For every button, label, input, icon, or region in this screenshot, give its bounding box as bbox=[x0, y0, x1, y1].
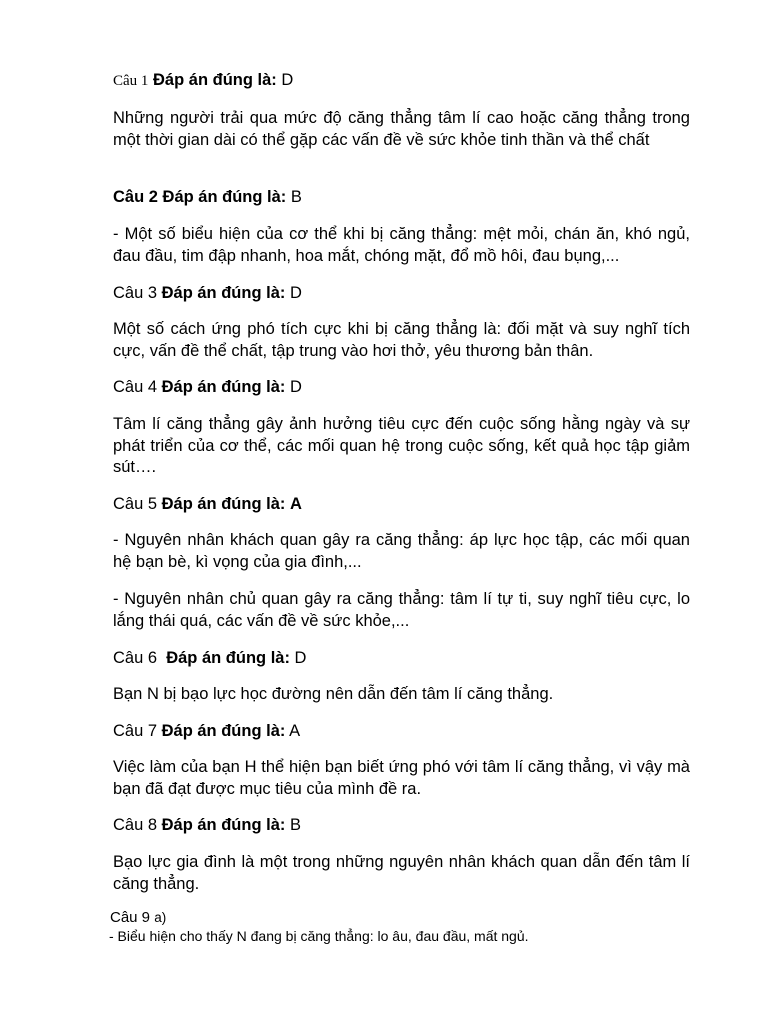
question-7-explanation: Việc làm của bạn H thể hiện bạn biết ứng phó với tâm lí căng thẳng, vì vậy mà bạn đã đạt được mục tiêu của mình đề ra. bbox=[113, 758, 690, 798]
question-8-heading: Câu 8 Đáp án đúng là: B bbox=[113, 816, 301, 834]
question-5-heading: Câu 5 Đáp án đúng là: A bbox=[113, 495, 302, 513]
question-6-explanation: Bạn N bị bạo lực học đường nên dẫn đến tâm lí căng thẳng. bbox=[113, 685, 554, 703]
question-7-heading: Câu 7 Đáp án đúng là: A bbox=[113, 722, 301, 740]
question-2-explanation: - Một số biểu hiện của cơ thể khi bị căng thẳng: mệt mỏi, chán ăn, khó ngủ, đau đầu, tim đập nhanh, hoa mắt, chóng mặt, đổ mồ hôi, đau bụng,... bbox=[113, 225, 690, 265]
question-8-explanation: Bạo lực gia đình là một trong những nguyên nhân khách quan dẫn đến tâm lí căng thẳng. bbox=[113, 853, 690, 893]
question-1-explanation: Những người trải qua mức độ căng thẳng tâm lí cao hoặc căng thẳng trong một thời gian dài có thể gặp các vấn đề về sức khỏe tinh thần và thể chất bbox=[113, 109, 690, 149]
question-3-explanation: Một số cách ứng phó tích cực khi bị căng thẳng là: đối mặt và suy nghĩ tích cực, vấn đề thể chất, tập trung vào hơi thở, yêu thương bản thân. bbox=[113, 320, 690, 360]
question-6-heading: Câu 6 Đáp án đúng là: D bbox=[113, 649, 307, 667]
question-3-heading: Câu 3 Đáp án đúng là: D bbox=[113, 284, 302, 302]
question-9-heading: Câu 9 a) bbox=[110, 909, 167, 926]
question-9-explanation: - Biểu hiện cho thấy N đang bị căng thẳng: lo âu, đau đầu, mất ngủ. bbox=[109, 928, 529, 944]
question-5-objective-causes: - Nguyên nhân khách quan gây ra căng thẳng: áp lực học tập, các mối quan hệ bạn bè, kì vọng của gia đình,... bbox=[113, 531, 690, 571]
question-5-subjective-causes: - Nguyên nhân chủ quan gây ra căng thẳng: tâm lí tự ti, suy nghĩ tiêu cực, lo lắng thái quá, các vấn đề về sức khỏe,... bbox=[113, 590, 690, 630]
question-2-heading: Câu 2 Đáp án đúng là: B bbox=[113, 188, 302, 206]
question-1-heading: Câu 1 Đáp án đúng là: D bbox=[113, 71, 294, 89]
question-4-heading: Câu 4 Đáp án đúng là: D bbox=[113, 378, 302, 396]
question-4-explanation: Tâm lí căng thẳng gây ảnh hưởng tiêu cực đến cuộc sống hằng ngày và sự phát triển của cơ thể, các mối quan hệ trong cuộc sống, kết quả học tập giảm sút…. bbox=[113, 415, 690, 476]
